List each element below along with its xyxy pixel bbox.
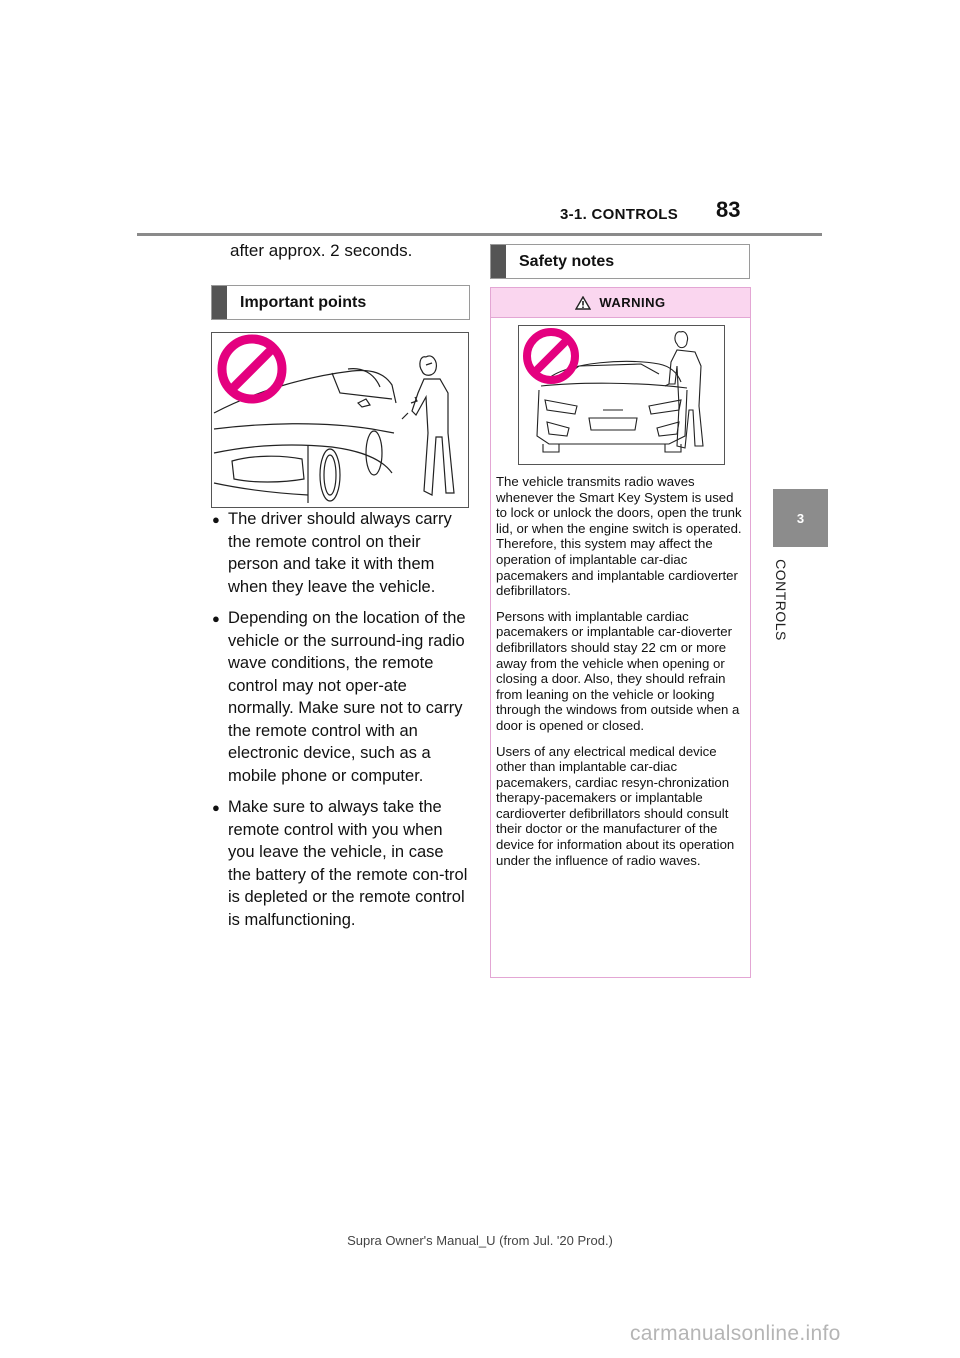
bullet-icon: ● [212,800,220,815]
chapter-label: CONTROLS [773,559,790,641]
prohibition-icon [527,332,575,380]
warning-label: WARNING [599,295,666,310]
chapter-tab[interactable] [773,489,828,547]
chapter-number: 3 [796,510,805,526]
prohibition-icon [222,339,282,399]
intro-text: after approx. 2 seconds. [230,241,413,260]
car-illustration-left [211,332,469,508]
page-number: 83 [716,197,741,222]
important-points-heading: Important points [211,285,470,320]
warning-paragraph: Users of any electrical medical device other than implantable car-diac pacemakers, cardiac resyn-chronization therapy-pacemakers or implantable cardioverter defibrillators should consult their doctor or the manufacturer of the device for information about its operation under the influence of radio waves. [496,743,735,868]
warning-paragraph: The vehicle transmits radio waves whenever the Smart Key System is used to lock or unlock the doors, open the trunk lid, or when the engine switch is operated. Therefore, this system may affect the operation of implantable car-diac pacemakers and implantable cardioverter defibrillators. [496,474,742,599]
warning-triangle-icon [575,296,591,310]
warning-text [496,474,746,878]
warning-paragraph: Persons with implantable cardiac pacemakers or implantable car-dioverter defibrillators should stay 22 cm or more away from the vehicle when opening or closing a door. Also, they should refrain from leaning on the vehicle or looking through the windows from outside when a door is opened or closed. [496,608,740,733]
warning-header [491,288,750,318]
section-title: 3-1. CONTROLS [560,206,679,223]
car-illustration-right [518,325,725,465]
list-item: ● Make sure to always take the remote control with you when you leave the vehicle, in case the battery of the remote con-trol is depleted or the remote control is malfunctioning. [212,796,470,931]
warning-box [490,287,751,978]
list-item: ● Depending on the location of the vehicle or the surround-ing radio wave conditions, the remote control may not oper-ate normally. Make sure not to carry the remote control with an electronic device, such as a mobile phone or computer. [212,607,470,787]
header-divider [137,233,822,236]
important-points-list [212,508,470,940]
list-item: ● The driver should always carry the remote control on their person and take it with them when they leave the vehicle. [212,508,470,598]
bullet-icon: ● [212,512,220,527]
watermark: carmanualsonline.info [630,1322,841,1345]
page-footer: Supra Owner's Manual_U (from Jul. '20 Prod.) [347,1233,613,1248]
bullet-icon: ● [212,611,220,626]
safety-notes-heading: Safety notes [490,244,750,279]
